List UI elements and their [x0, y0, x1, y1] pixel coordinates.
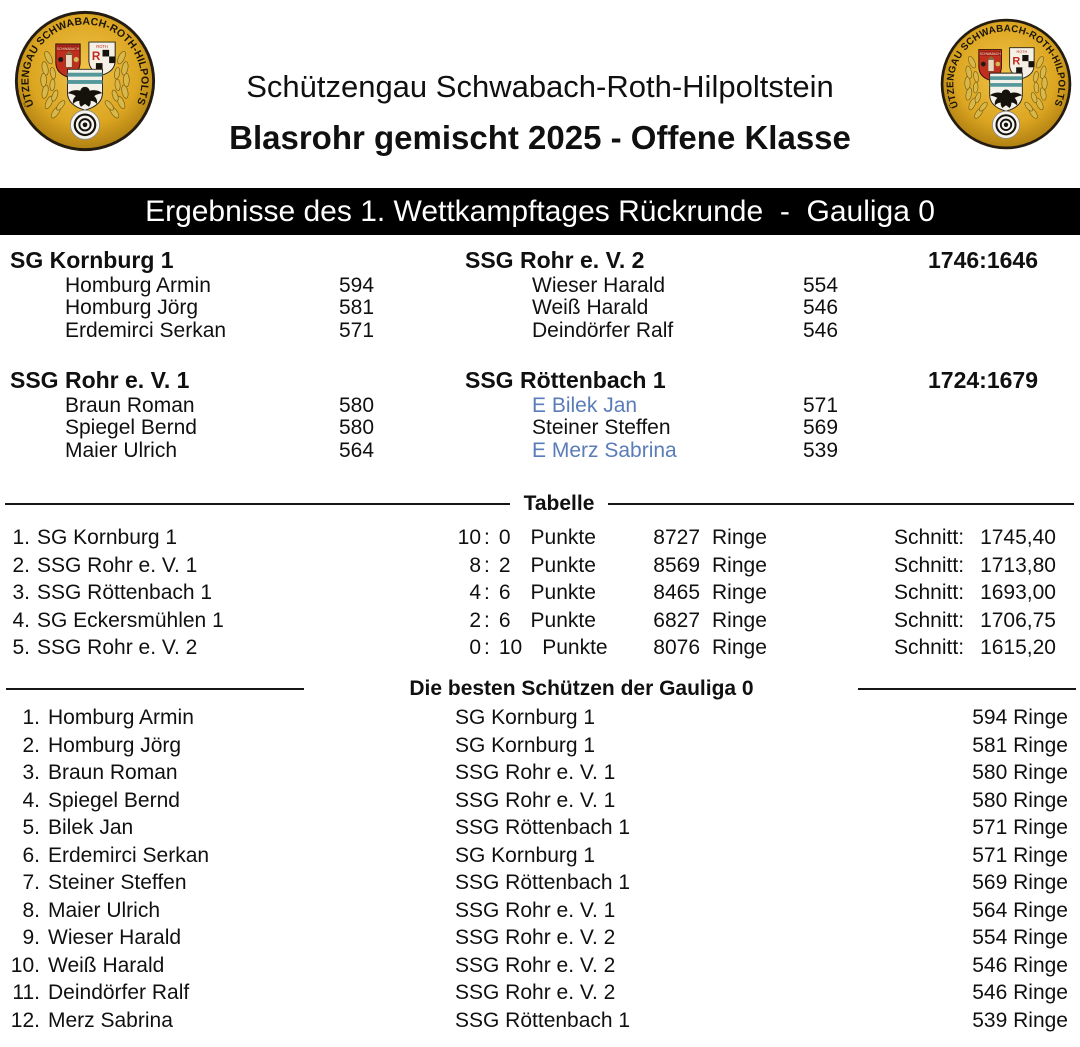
team-name: SG Eckersmühlen 1	[37, 608, 224, 632]
rank: 1.	[12, 526, 30, 549]
table-row	[0, 607, 1080, 635]
shooter-name: Merz Sabrina	[48, 1008, 173, 1032]
average-value: 1745,40	[980, 526, 1056, 549]
player-row	[0, 320, 1080, 342]
page-subtitle: Blasrohr gemischt 2025 - Offene Klasse	[229, 119, 851, 156]
shooter-result: 539 Ringe	[972, 1008, 1068, 1032]
list-item	[0, 842, 1080, 870]
shooter-name: Maier Ulrich	[48, 898, 161, 922]
points-label: Punkte	[530, 553, 596, 577]
shooter-result: 564 Ringe	[972, 898, 1068, 922]
player-score: 564	[339, 438, 375, 462]
tabelle-title: Tabelle	[523, 492, 595, 515]
rank: 5.	[22, 816, 40, 839]
shooter-result: 580 Ringe	[972, 788, 1068, 812]
player-row	[0, 297, 1080, 319]
player-name: Steiner Steffen	[532, 416, 671, 440]
shooter-result: 571 Ringe	[972, 816, 1068, 839]
rings-value: 8569	[653, 553, 700, 577]
shooter-club: SG Kornburg 1	[455, 733, 596, 757]
player-row	[0, 395, 1080, 417]
best-shooters-list	[0, 704, 1080, 1034]
points-group	[484, 634, 608, 662]
points-for: 2	[469, 608, 481, 632]
shooter-name: Steiner Steffen	[48, 871, 187, 894]
points-against: 6	[498, 608, 511, 632]
points-separator: :	[484, 636, 490, 659]
player-score: 554	[803, 274, 839, 297]
points-for: 4	[469, 581, 481, 604]
rank: 3.	[12, 581, 30, 604]
team-name: SSG Röttenbach 1	[37, 581, 213, 604]
points-against: 6	[498, 581, 511, 604]
rings-value: 8465	[653, 581, 700, 604]
points-separator: :	[484, 608, 490, 632]
match-block	[0, 247, 1080, 342]
list-item	[0, 979, 1080, 1007]
rings-label: Ringe	[712, 608, 767, 632]
points-for: 0	[469, 636, 481, 659]
points-for: 10	[457, 526, 481, 549]
shooter-result: 546 Ringe	[972, 953, 1068, 977]
rank: 11.	[12, 981, 40, 1004]
team-name: SSG Rohr e. V. 1	[37, 553, 198, 577]
shooter-name: Spiegel Bernd	[48, 788, 180, 812]
shooter-club: SSG Rohr e. V. 1	[455, 761, 616, 784]
player-name: Deindörfer Ralf	[532, 318, 674, 342]
match-header	[0, 367, 1080, 395]
rank: 3.	[22, 761, 40, 784]
rank: 2.	[12, 553, 30, 577]
match-block	[0, 367, 1080, 462]
best-divider	[0, 677, 1080, 701]
player-score: 571	[339, 318, 375, 342]
shooter-club: SSG Röttenbach 1	[455, 871, 631, 894]
points-label: Punkte	[530, 608, 596, 632]
list-item	[0, 704, 1080, 732]
shooter-name: Bilek Jan	[48, 816, 134, 839]
banner-text: Ergebnisse des 1. Wettkampftages Rückrunde - Gauliga 0	[145, 194, 935, 228]
shooter-club: SSG Rohr e. V. 2	[455, 981, 616, 1004]
player-score: 569	[803, 416, 839, 440]
points-against: 10	[498, 636, 523, 659]
home-team-name: SSG Rohr e. V. 1	[10, 367, 190, 393]
points-against: 2	[498, 553, 511, 577]
player-row	[0, 275, 1080, 297]
divider-line	[608, 503, 1074, 505]
tabelle-divider	[0, 492, 1080, 516]
list-item	[0, 787, 1080, 815]
shooter-club: SSG Röttenbach 1	[455, 1008, 631, 1032]
shooter-result: 554 Ringe	[972, 926, 1068, 949]
rank: 1.	[22, 706, 40, 729]
rank: 2.	[22, 733, 40, 757]
team-name: SG Kornburg 1	[37, 526, 178, 549]
rings-label: Ringe	[712, 581, 767, 604]
player-score: 594	[339, 274, 375, 297]
best-title: Die besten Schützen der Gauliga 0	[409, 677, 754, 700]
points-separator: :	[484, 553, 490, 577]
points-for: 8	[469, 553, 481, 577]
list-item	[0, 732, 1080, 760]
list-item	[0, 897, 1080, 925]
shooter-name: Weiß Harald	[48, 953, 165, 977]
points-label: Punkte	[542, 636, 608, 659]
rings-value: 8076	[653, 636, 700, 659]
rings-value: 6827	[653, 608, 700, 632]
standings-table	[0, 524, 1080, 662]
player-score: 546	[803, 296, 839, 320]
rank: 5.	[12, 636, 30, 659]
rank: 7.	[22, 871, 40, 894]
divider-line	[858, 688, 1076, 690]
match-total-score: 1724:1679	[928, 367, 1038, 393]
away-team-name: SSG Rohr e. V. 2	[465, 247, 645, 273]
shooter-result: 546 Ringe	[972, 981, 1068, 1004]
player-name: Weiß Harald	[532, 296, 649, 320]
points-against: 0	[498, 526, 511, 549]
shooter-club: SSG Rohr e. V. 1	[455, 788, 616, 812]
average-value: 1615,20	[980, 636, 1056, 659]
player-row	[0, 417, 1080, 439]
player-row	[0, 440, 1080, 462]
list-item	[0, 759, 1080, 787]
rings-value: 8727	[653, 526, 700, 549]
average-value: 1706,75	[980, 608, 1056, 632]
shooter-name: Wieser Harald	[48, 926, 182, 949]
match-header	[0, 247, 1080, 275]
match-total-score: 1746:1646	[928, 247, 1038, 273]
shooter-name: Braun Roman	[48, 761, 178, 784]
list-item	[0, 924, 1080, 952]
shooter-club: SSG Rohr e. V. 2	[455, 953, 616, 977]
player-score: 571	[803, 394, 839, 417]
player-name: Erdemirci Serkan	[65, 318, 227, 342]
points-separator: :	[484, 581, 490, 604]
table-row	[0, 634, 1080, 662]
shooter-result: 581 Ringe	[972, 733, 1068, 757]
shooter-name: Homburg Jörg	[48, 733, 182, 757]
list-item	[0, 814, 1080, 842]
points-group	[484, 607, 596, 635]
player-score: 580	[339, 394, 375, 417]
rank: 4.	[22, 788, 40, 812]
player-name: E Merz Sabrina	[532, 438, 677, 462]
points-group	[484, 524, 596, 552]
rings-label: Ringe	[712, 526, 767, 549]
list-item	[0, 1007, 1080, 1035]
shooter-result: 594 Ringe	[972, 706, 1068, 729]
rings-label: Ringe	[712, 636, 767, 659]
table-row	[0, 524, 1080, 552]
average-value: 1713,80	[980, 553, 1056, 577]
shooter-result: 571 Ringe	[972, 843, 1068, 867]
results-banner	[0, 188, 1080, 235]
divider-line	[5, 503, 510, 505]
points-group	[484, 552, 596, 580]
list-item	[0, 869, 1080, 897]
points-label: Punkte	[530, 581, 596, 604]
shooter-name: Deindörfer Ralf	[48, 981, 190, 1004]
shooter-club: SSG Rohr e. V. 2	[455, 926, 616, 949]
player-name: Homburg Armin	[65, 274, 211, 297]
player-score: 580	[339, 416, 375, 440]
table-row	[0, 579, 1080, 607]
shooter-club: SSG Röttenbach 1	[455, 816, 631, 839]
points-separator: :	[484, 526, 490, 549]
average-label: Schnitt:	[894, 526, 965, 549]
page-title: Schützengau Schwabach-Roth-Hilpoltstein	[246, 69, 834, 104]
player-name: Spiegel Bernd	[65, 416, 197, 440]
shooter-club: SSG Rohr e. V. 1	[455, 898, 616, 922]
rank: 12.	[10, 1008, 40, 1032]
player-score: 581	[339, 296, 375, 320]
shooter-result: 580 Ringe	[972, 761, 1068, 784]
player-score: 546	[803, 318, 839, 342]
average-label: Schnitt:	[894, 553, 965, 577]
shooter-name: Erdemirci Serkan	[48, 843, 210, 867]
shooter-result: 569 Ringe	[972, 871, 1068, 894]
shooter-name: Homburg Armin	[48, 706, 194, 729]
player-name: Homburg Jörg	[65, 296, 199, 320]
player-name: Braun Roman	[65, 394, 195, 417]
average-label: Schnitt:	[894, 581, 965, 604]
average-label: Schnitt:	[894, 608, 965, 632]
player-name: E Bilek Jan	[532, 394, 638, 417]
average-label: Schnitt:	[894, 636, 965, 659]
home-team-name: SG Kornburg 1	[10, 247, 174, 273]
shooter-club: SG Kornburg 1	[455, 843, 596, 867]
rank: 6.	[22, 843, 40, 867]
away-team-name: SSG Röttenbach 1	[465, 367, 666, 393]
shooter-club: SG Kornburg 1	[455, 706, 596, 729]
player-score: 539	[803, 438, 839, 462]
divider-line	[6, 688, 304, 690]
points-label: Punkte	[530, 526, 596, 549]
player-name: Maier Ulrich	[65, 438, 178, 462]
rank: 9.	[22, 926, 40, 949]
team-name: SSG Rohr e. V. 2	[37, 636, 198, 659]
rings-label: Ringe	[712, 553, 767, 577]
player-name: Wieser Harald	[532, 274, 666, 297]
list-item	[0, 952, 1080, 980]
rank: 10.	[10, 953, 40, 977]
rank: 4.	[12, 608, 30, 632]
table-row	[0, 552, 1080, 580]
rank: 8.	[22, 898, 40, 922]
points-group	[484, 579, 596, 607]
average-value: 1693,00	[980, 581, 1056, 604]
